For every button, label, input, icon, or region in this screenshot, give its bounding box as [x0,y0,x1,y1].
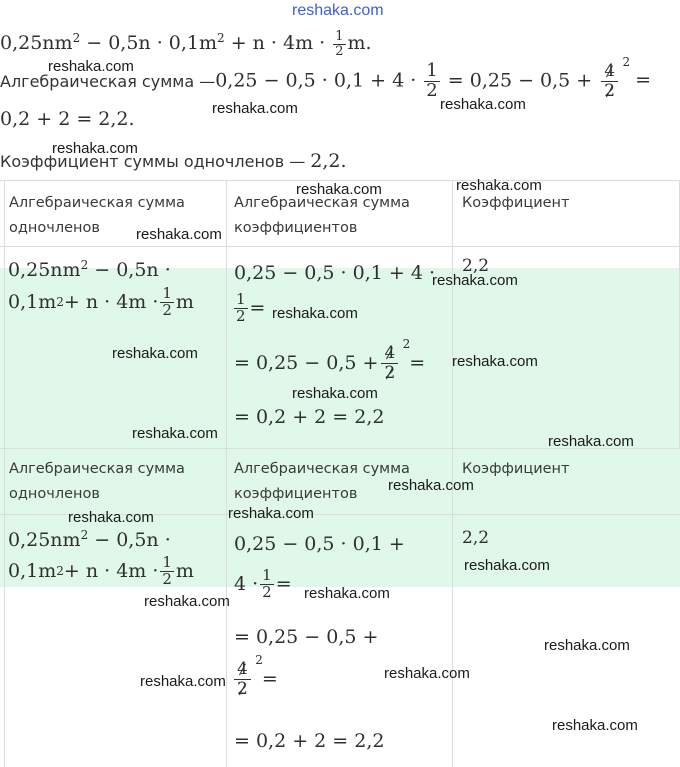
row2-coef-line3: = 0,25 − 0,5 + [234,626,379,648]
row1-coef-line1: 0,25 − 0,5 · 0,1 + 4 · [234,262,436,284]
watermark: reshaka.com [464,557,550,574]
site-link[interactable]: reshaka.com [292,2,384,19]
table-header-coefficient: Коэффициент [462,195,570,211]
row2-coef-line1: 0,25 − 0,5 · 0,1 + [234,533,405,555]
row1-coef-line4: = 0,2 + 2 = 2,2 [234,406,385,428]
row2-coef-line4: 4 2 2 = [234,660,278,698]
watermark: reshaka.com [452,353,538,370]
watermark: reshaka.com [144,593,230,610]
row2-coef-line5: = 0,2 + 2 = 2,2 [234,730,385,752]
expression-line: $0,25nm^2 - 0,5n \cdot 0,1m^2 + n \cdot 4m$ · $\frac{1}{2}$ m. [0,29,372,59]
coefficient-line: Коэффициент суммы одночленов — 2,2. [0,150,347,172]
table-header-coefficients: Алгебраическая сумма коэффициентов [234,195,410,236]
watermark: reshaka.com [136,226,222,243]
watermark: reshaka.com [132,425,218,442]
table-header-coefficient-2: Коэффициент [462,461,570,477]
watermark: reshaka.com [272,305,358,322]
watermark: reshaka.com [548,433,634,450]
table-header-sum-2: Алгебраическая сумма одночленов [9,461,185,502]
watermark: reshaka.com [140,673,226,690]
sum-result-line: 0,2 + 2 = 2,2. [0,108,135,130]
watermark: reshaka.com [292,385,378,402]
row1-sum-line1: $0,25nm^2 - 0,5n$ · [8,258,171,281]
watermark: reshaka.com [228,505,314,522]
watermark: reshaka.com [456,177,542,194]
watermark: reshaka.com [296,181,382,198]
watermark: reshaka.com [112,345,198,362]
watermark: reshaka.com [48,58,134,75]
watermark: reshaka.com [388,477,474,494]
watermark: reshaka.com [304,585,390,602]
watermark: reshaka.com [432,272,518,289]
row1-sum-line2: 0,1m 2 + n · 4m · $\frac{1}{2}$ m [8,284,194,319]
table-header-coefficients-2: Алгебраическая сумма коэффициентов [234,461,410,502]
row2-coef-line2: 4 · $\frac{1}{2}$ = [234,566,292,601]
row2-coefficient-value: 2,2 [462,528,490,548]
row2-sum-line1: $0,25nm^2 - 0,5n$ · [8,528,171,551]
row2-sum-line2: 0,1m 2 + n · 4m · $\frac{1}{2}$ m [8,553,194,588]
watermark: reshaka.com [52,140,138,157]
watermark: reshaka.com [384,665,470,682]
table-header-sum: Алгебраическая сумма одночленов [9,195,185,236]
row1-coefficient-value: 2,2 [462,256,490,276]
watermark: reshaka.com [440,96,526,113]
algebraic-sum-line: Алгебраическая сумма — 0,25 − 0,5 · 0,1 + 4 · $\frac{1}{2}$ = 0,25 − 0,5 + 4 2 2 = [0,54,652,101]
watermark: reshaka.com [544,637,630,654]
watermark: reshaka.com [552,717,638,734]
row1-coef-line2: $\frac{1}{2}$ = [236,290,266,325]
row1-coef-line3: = 0,25 − 0,5 + 4 2 2 = [234,337,426,383]
watermark: reshaka.com [68,509,154,526]
watermark: reshaka.com [212,100,298,117]
